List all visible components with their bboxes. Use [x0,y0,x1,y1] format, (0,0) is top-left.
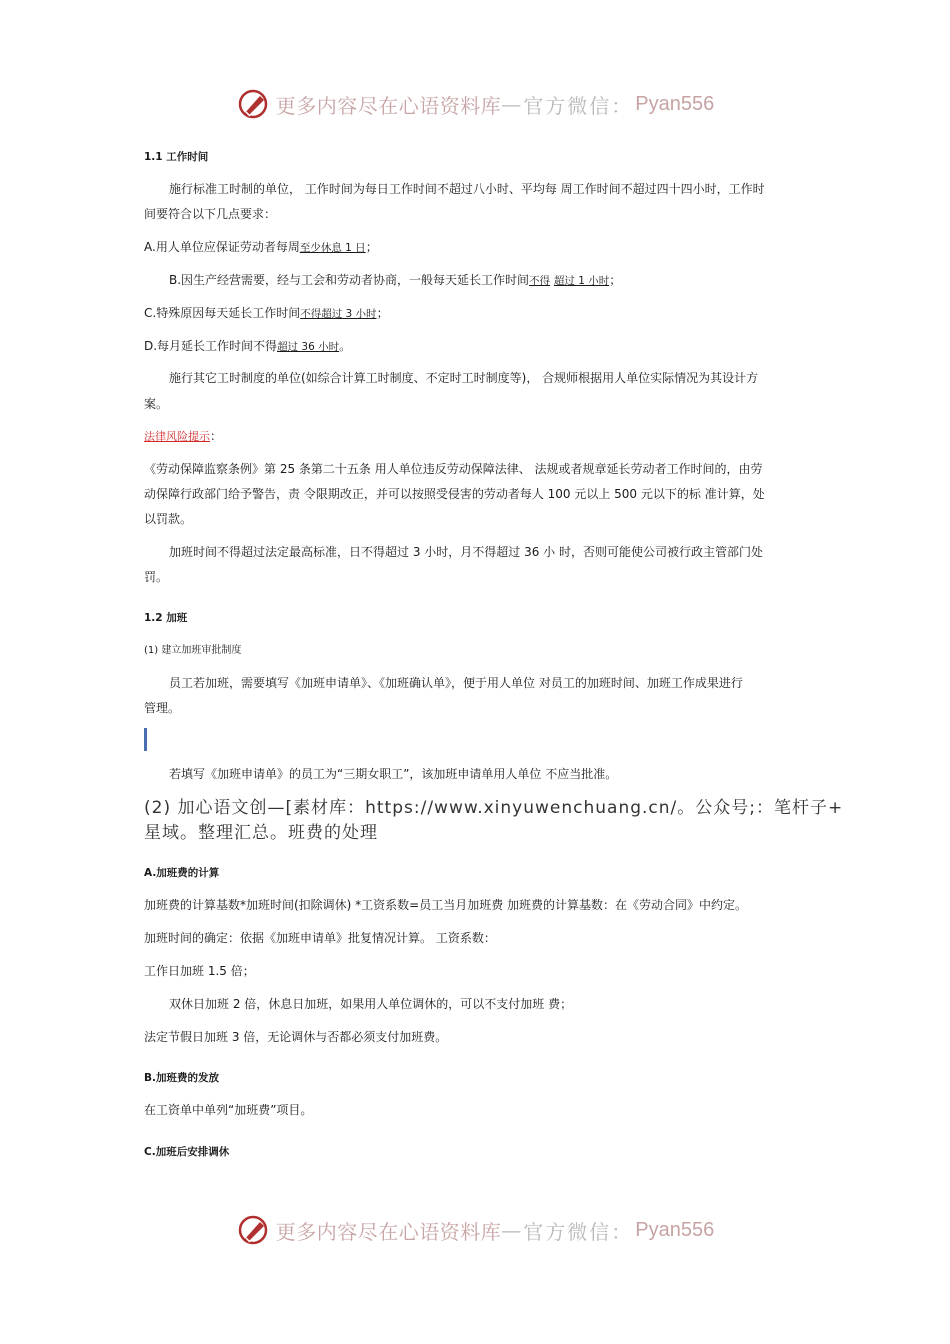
paragraph-line: 工作日加班 1.5 倍； [144,964,255,978]
footer-watermark-banner [0,1210,950,1250]
banner-wechat-label: 官方微信： [523,1219,634,1244]
list-text: A.用人单位应保证劳动者每周 [144,240,300,254]
paragraph-line: 施行其它工时制度的单位(如综合计算工时制度、不定时工时制度等)， 合规师根据用人单位实际情况为其设计方 [169,371,759,385]
banner-wechat-id: Pyan556 [635,1218,715,1241]
paragraph-line: 间要符合以下几点要求： [144,207,277,221]
underlined-text: 超过 1 小时 [553,275,610,287]
list-text: D.每月延长工作时间不得 [144,339,278,353]
paragraph-line: 若填写《加班申请单》的员工为“三期女职工”，该加班申请单用人单位 不应当批准。 [169,767,618,781]
paragraph-line: 员工若加班，需要填写《加班申请单》、《加班确认单》，便于用人单位 对员工的加班时间、加班工作成果进行 [169,676,743,690]
list-item-c [144,305,389,322]
list-item-d [144,338,351,355]
list-text: ； [376,306,389,320]
paragraph-line: 案。 [144,397,169,411]
risk-hint-link[interactable]: 法律风险提示 [144,430,210,443]
banner-wechat-label: 官方微信： [523,93,634,118]
list-text: C.特殊原因每天延长工作时间 [144,306,301,320]
banner-title: 更多内容尽在心语资料库 [275,1219,502,1244]
pen-nib-logo-icon [236,86,272,122]
paragraph-line: 加班时间的确定：依据《加班申请单》批复情况计算。 工资系数： [144,931,496,945]
underlined-text: 至少休息 1 日 [299,242,366,254]
underlined-text: 超过 36 小时 [277,341,340,353]
section-title-a: A.加班费的计算 [144,867,220,879]
banner-dash: — [501,92,524,116]
banner-dash: — [501,1218,524,1242]
large-heading-line: (2) 加心语文创—[素材库：https://www.xinyuwenchuang.cn/。公众号;：笔杆子+ [144,798,844,818]
underlined-text: 不得 [529,275,551,287]
risk-hint [144,428,222,445]
subsection-title: (1) 建立加班审批制度 [144,645,242,656]
section-title-1-2: 1.2 加班 [144,612,188,624]
underlined-text: 不得超过 3 小时 [300,308,377,320]
paragraph-line: 双休日加班 2 倍，休息日加班，如果用人单位调休的，可以不支付加班 费； [169,997,573,1011]
paragraph-line: 施行标准工时制的单位， 工作时间为每日工作时间不超过八小时、平均每 周工作时间不超过四十四小时，工作时 [169,182,765,196]
paragraph-line: 《劳动保障监察条例》第 25 条第二十五条 用人单位违反劳动保障法律、 法规或者规章延长劳动者工作时间的，由劳 [144,462,763,476]
section-title-c: C.加班后安排调休 [144,1146,230,1158]
list-item-b [169,272,621,289]
paragraph-line: 以罚款。 [144,512,193,526]
risk-colon: ： [210,429,223,443]
paragraph-line: 加班费的计算基数*加班时间(扣除调休) *工资系数=员工当月加班费 加班费的计算基数：在《劳动合同》中约定。 [144,898,748,912]
banner-wechat-id: Pyan556 [635,92,715,115]
header-watermark-banner [0,84,950,124]
paragraph-line: 法定节假日加班 3 倍，无论调休与否都必须支付加班费。 [144,1030,448,1044]
list-text: ； [609,273,622,287]
paragraph-line: 加班时间不得超过法定最高标准，日不得超过 3 小时，月不得超过 36 小 时，否则可能使公司被行政主管部门处 [169,545,763,559]
banner-title: 更多内容尽在心语资料库 [275,93,502,118]
paragraph-line: 罚。 [144,570,169,584]
list-text: ； [365,240,378,254]
paragraph-line: 管理。 [144,701,181,715]
text-cursor-bar [144,728,147,751]
paragraph-line: 动保障行政部门给予警告，责 令限期改正，并可以按照受侵害的劳动者每人 100 元以上 500 元以下的标 准计算，处 [144,487,765,501]
list-item-a [144,239,378,256]
paragraph-line: 在工资单中单列“加班费”项目。 [144,1103,313,1117]
pen-nib-logo-icon [236,1212,272,1248]
list-text: B.因生产经营需要，经与工会和劳动者协商，一般每天延长工作时间 [169,273,530,287]
section-title-b: B.加班费的发放 [144,1072,219,1084]
section-title-1-1: 1.1 工作时间 [144,151,209,163]
large-heading-line: 星域。整理汇总。班费的处理 [144,823,378,843]
list-text: 。 [339,339,352,353]
